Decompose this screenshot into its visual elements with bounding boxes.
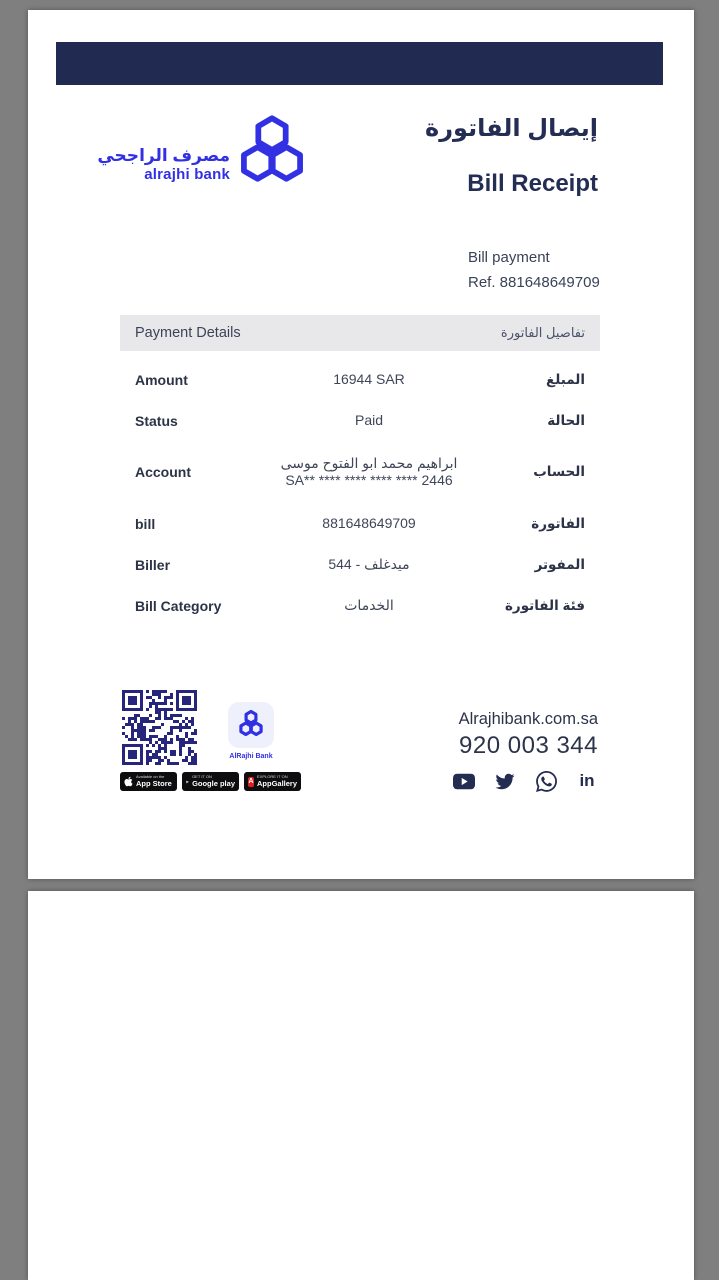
- bank-logo-text: [88, 145, 230, 185]
- account-holder-name: ابراهيم محمد ابو الفتوح موسى: [280, 455, 458, 471]
- row-value: Paid: [354, 412, 384, 428]
- payment-type: Bill payment: [468, 249, 550, 266]
- twitter-icon[interactable]: [494, 770, 516, 792]
- payment-ref-number: Ref. 881648649709: [468, 274, 600, 291]
- badge-store-name: AppGallery: [256, 778, 297, 788]
- payment-details-title-ar: تفاصيل الفاتورة: [500, 325, 585, 340]
- alrajhi-emblem-icon: [236, 110, 308, 205]
- app-icon-tile: [228, 702, 274, 748]
- google-play-badge[interactable]: [182, 772, 239, 791]
- app-store-badges: [120, 772, 301, 791]
- table-row-amount: [135, 359, 585, 400]
- linkedin-icon[interactable]: in: [579, 771, 595, 790]
- receipt-page-1: [28, 10, 694, 879]
- table-row-biller: [135, 544, 585, 585]
- row-label-ar: فئة الفاتورة: [504, 597, 585, 613]
- badge-store-name: Google play: [192, 778, 235, 788]
- row-label-en: Biller: [135, 556, 171, 573]
- badge-caption: EXPLORE IT ON: [256, 774, 288, 780]
- google-play-icon: [186, 777, 189, 787]
- table-row-bill: [135, 503, 585, 544]
- qr-code: [122, 690, 197, 770]
- badge-store-name: App Store: [136, 778, 172, 788]
- row-label-ar: الحالة: [547, 412, 585, 428]
- social-icons-row: [453, 770, 598, 792]
- bank-phone-number: 920 003 344: [459, 732, 598, 759]
- row-value: [265, 455, 473, 489]
- bank-logo: [88, 110, 308, 205]
- table-row-status: [135, 400, 585, 441]
- row-label-en: Account: [135, 464, 191, 480]
- payment-details-header: [120, 315, 600, 351]
- row-label-en: Status: [135, 412, 178, 429]
- alrajhi-app-icon: [212, 702, 290, 760]
- payment-details-table: [120, 359, 600, 626]
- appgallery-icon: A: [248, 778, 254, 785]
- whatsapp-icon[interactable]: [535, 770, 557, 792]
- row-label-ar: الفاتورة: [531, 515, 585, 531]
- youtube-icon[interactable]: [453, 770, 475, 792]
- badge-caption: GET IT ON: [192, 774, 212, 780]
- top-banner: [56, 42, 663, 85]
- apple-icon: [124, 776, 133, 787]
- receipt-page-2: [28, 891, 694, 1280]
- bank-website-link[interactable]: Alrajhibank.com.sa: [458, 710, 598, 728]
- row-value: ميدغلف - 544: [328, 556, 410, 572]
- app-store-badge[interactable]: [120, 772, 177, 791]
- badge-caption: Available on the: [136, 774, 165, 780]
- table-row-account: [135, 441, 585, 503]
- masked-iban: SA** **** **** **** **** 2446: [285, 472, 453, 488]
- appgallery-badge[interactable]: [244, 772, 301, 791]
- bank-name-english: alrajhi bank: [144, 165, 230, 183]
- table-row-bill-category: [135, 585, 585, 626]
- row-value: 16944 SAR: [333, 371, 405, 387]
- receipt-title-english: Bill Receipt: [467, 170, 598, 197]
- row-label-en: Bill Category: [135, 597, 222, 614]
- payment-details-title-en: Payment Details: [135, 325, 241, 341]
- receipt-title-arabic: إيصال الفاتورة: [425, 115, 598, 142]
- app-icon-label: AlRajhi Bank: [229, 753, 273, 760]
- row-label-ar: المبلغ: [546, 371, 585, 387]
- payment-reference-block: [468, 245, 600, 295]
- row-value: 881648649709: [322, 515, 416, 531]
- bank-name-arabic: مصرف الراجحي: [97, 145, 230, 165]
- row-label-ar: المفوتر: [534, 556, 585, 572]
- row-label-ar: الحساب: [533, 464, 585, 479]
- row-label-en: Amount: [135, 371, 188, 388]
- row-value: الخدمات: [344, 597, 394, 613]
- row-label-en: bill: [135, 515, 156, 532]
